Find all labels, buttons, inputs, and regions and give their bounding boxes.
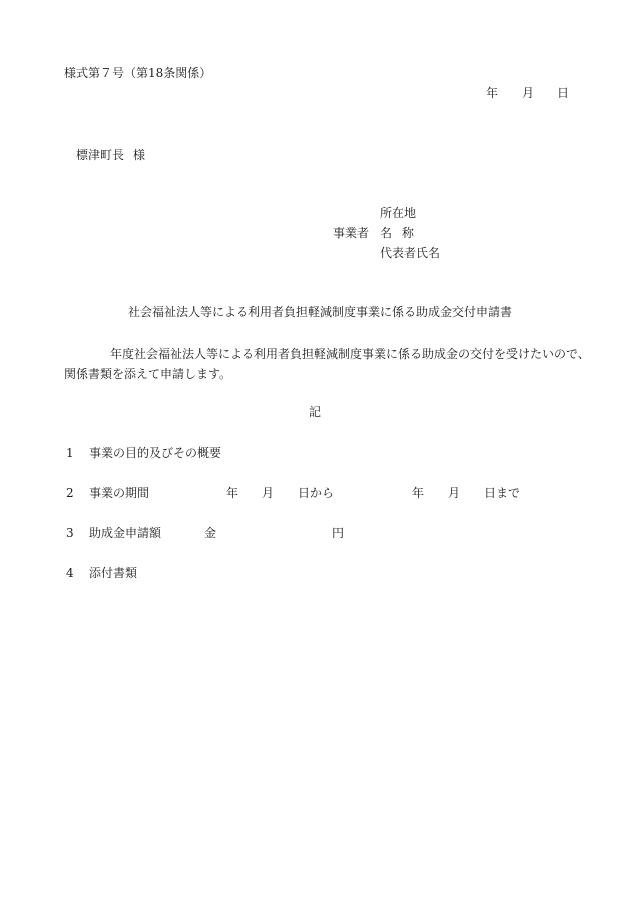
item-label-period: 事業の期間 [89, 486, 150, 500]
period-start-day-label: 日から [298, 486, 335, 500]
item-number: 4 [66, 566, 74, 580]
period-end-day-label: 日まで [484, 486, 521, 500]
date-year-label: 年 [486, 86, 499, 100]
period-end-month-label: 月 [448, 486, 461, 500]
addressee-honorific: 様 [133, 148, 146, 162]
body-text-line-2: 関係書類を添えて申請します。 [64, 367, 232, 381]
body-text-line-1: 年度社会福祉法人等による利用者負担軽減制度事業に係る助成金の交付を受けたいので、 [110, 347, 590, 361]
document-title: 社会福祉法人等による利用者負担軽減制度事業に係る助成金交付申請書 [128, 305, 513, 319]
period-start-month-label: 月 [262, 486, 275, 500]
item-number: 2 [66, 486, 74, 500]
applicant-representative-label: 代表者氏名 [380, 246, 441, 260]
applicant-name-label-a: 名 [380, 226, 393, 240]
amount-prefix: 金 [204, 526, 217, 540]
item-label-purpose: 事業の目的及びその概要 [89, 446, 222, 460]
ki-heading: 記 [309, 405, 322, 419]
period-start-year-label: 年 [226, 486, 239, 500]
item-label-amount: 助成金申請額 [89, 526, 162, 540]
applicant-address-label: 所在地 [380, 206, 417, 220]
item-number: 3 [66, 526, 74, 540]
item-label-attachments: 添付書類 [89, 566, 138, 580]
applicant-name-label-b: 称 [402, 226, 415, 240]
addressee-name: 標津町長 [76, 148, 125, 162]
item-number: 1 [66, 446, 74, 460]
form-number: 様式第７号（第18条関係） [64, 66, 212, 80]
applicant-category-label: 事業者 [333, 226, 370, 240]
period-end-year-label: 年 [412, 486, 425, 500]
date-month-label: 月 [522, 86, 535, 100]
amount-suffix: 円 [332, 526, 345, 540]
date-day-label: 日 [557, 86, 570, 100]
